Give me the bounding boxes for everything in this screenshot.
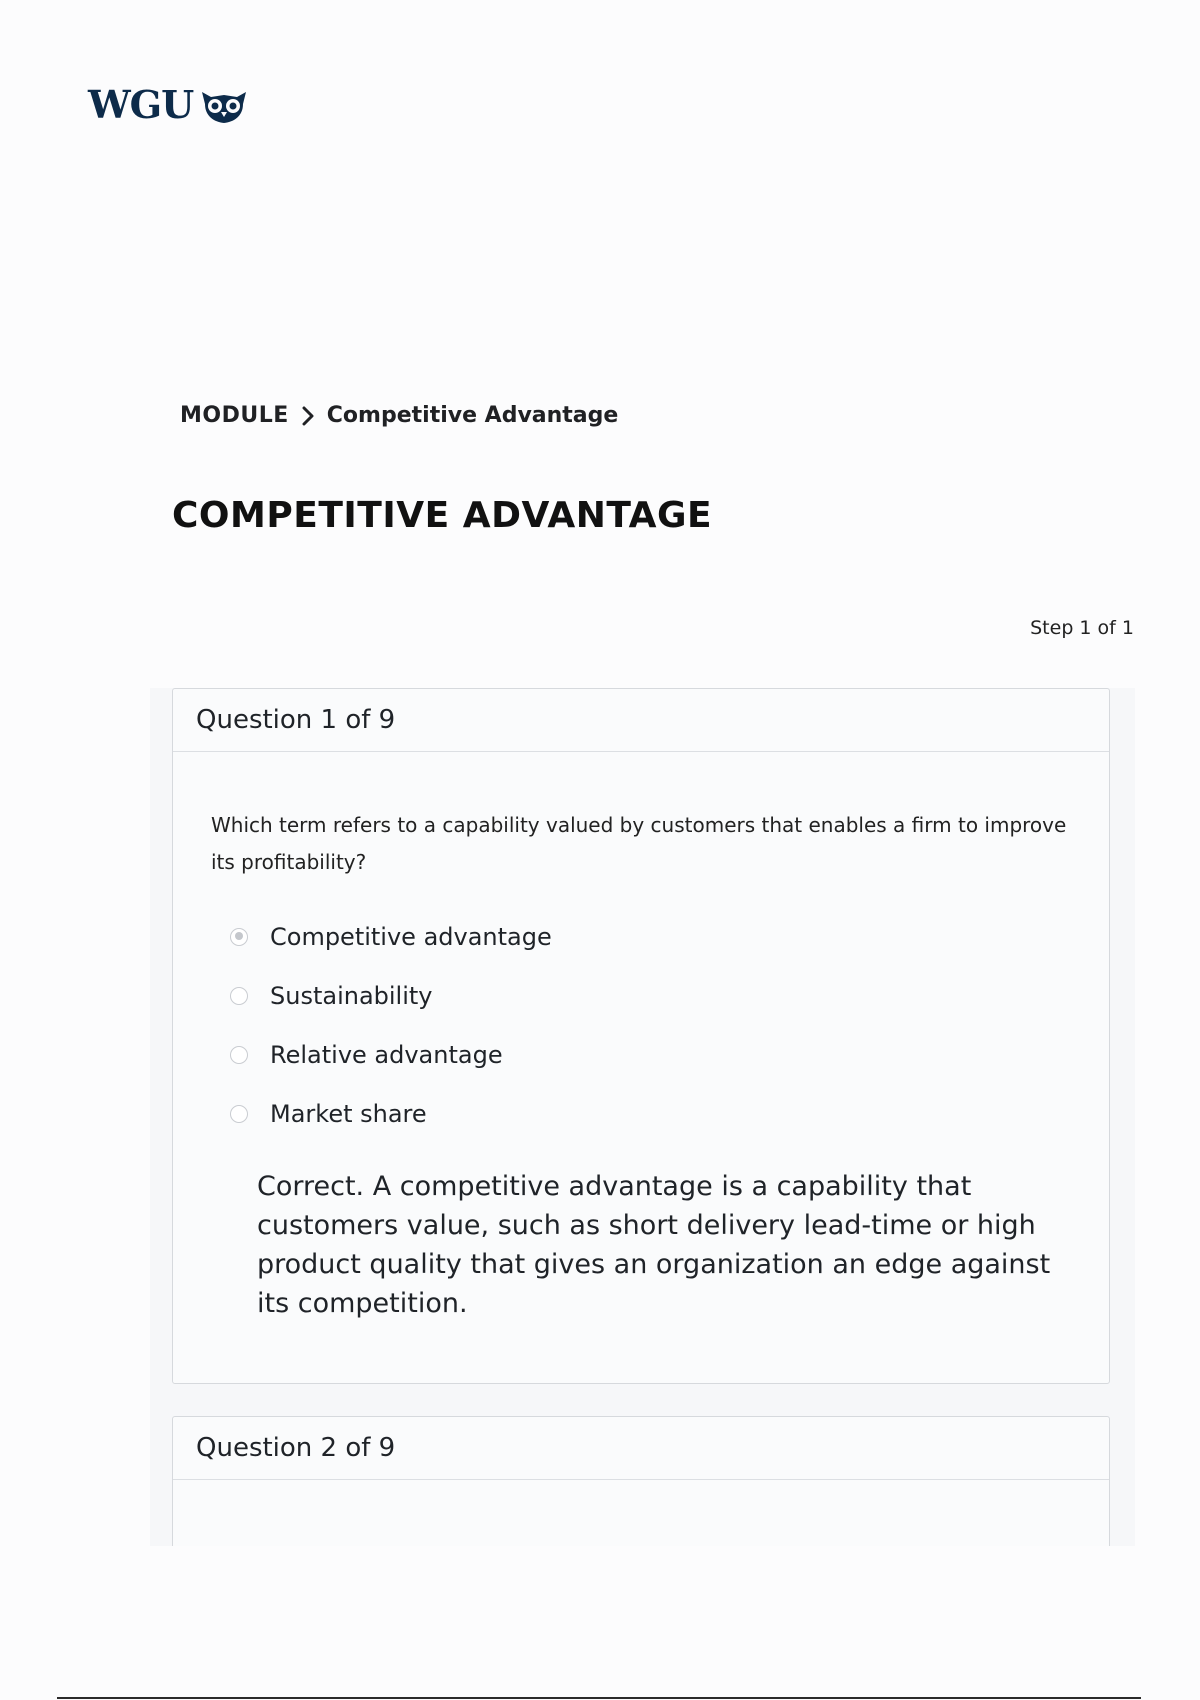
radio-button[interactable] [230, 987, 248, 1005]
question-text: Which term refers to a capability valued by customers that enables a firm to improve its profitability? [211, 813, 1067, 874]
quiz-area [150, 688, 1135, 1546]
question-header: Question 2 of 9 [173, 1417, 1109, 1480]
breadcrumb-module-link[interactable]: MODULE [180, 403, 289, 428]
question-header: Question 1 of 9 [173, 689, 1109, 752]
answer-options [230, 907, 552, 1143]
radio-button[interactable] [230, 1105, 248, 1123]
question-card [172, 688, 1110, 1384]
option-label: Competitive advantage [270, 922, 552, 951]
answer-feedback: Correct. A competitive advantage is a capability that customers value, such as short delivery lead-time or high product quality that gives an organization an edge against its competition. [257, 1171, 1051, 1319]
radio-button-selected[interactable] [230, 928, 248, 946]
radio-button[interactable] [230, 1046, 248, 1064]
wgu-logo[interactable] [88, 82, 249, 127]
logo-text: WGU [88, 82, 194, 127]
breadcrumb [180, 403, 618, 428]
option-label: Market share [270, 1099, 427, 1128]
answer-option-competitive-advantage[interactable] [230, 907, 552, 966]
option-label: Relative advantage [270, 1040, 503, 1069]
footer-divider [57, 1697, 1141, 1699]
page-title: COMPETITIVE ADVANTAGE [172, 495, 713, 536]
step-indicator: Step 1 of 1 [1030, 617, 1134, 639]
breadcrumb-current: Competitive Advantage [326, 403, 619, 428]
answer-option-market-share[interactable] [230, 1084, 552, 1143]
option-label: Sustainability [270, 981, 433, 1010]
answer-option-sustainability[interactable] [230, 966, 552, 1025]
chevron-right-icon [301, 406, 315, 426]
answer-option-relative-advantage[interactable] [230, 1025, 552, 1084]
question-card [172, 1416, 1110, 1546]
owl-icon [199, 86, 249, 124]
